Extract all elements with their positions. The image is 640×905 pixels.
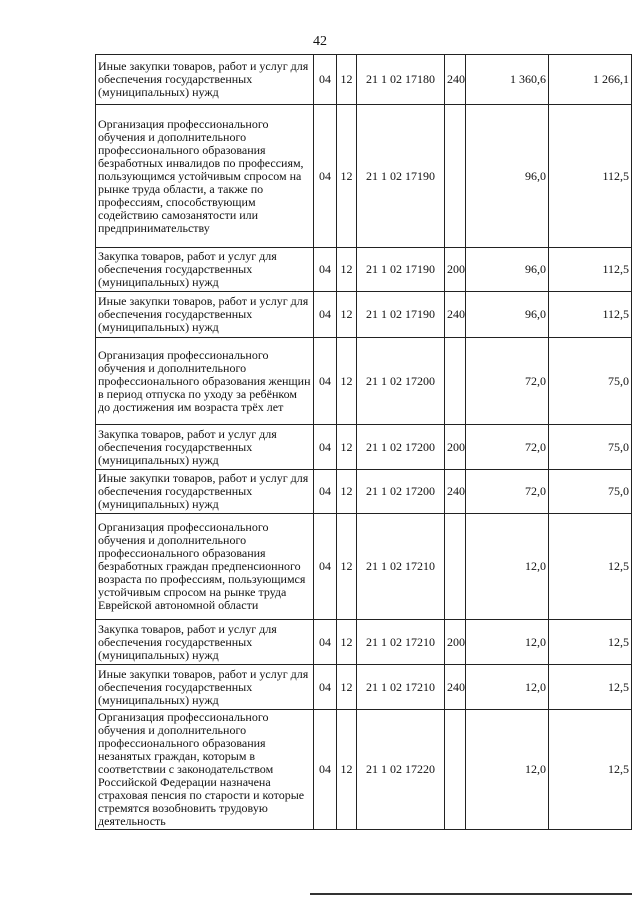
target-article-code: 21 1 02 17190 — [357, 248, 445, 292]
table-row — [96, 338, 632, 425]
target-article-code: 21 1 02 17200 — [357, 470, 445, 514]
subsection-code: 12 — [337, 710, 357, 830]
amount-year-2: 75,0 — [549, 338, 632, 425]
row-name: Организация профессионального обучения и дополнительного профессионального образования безработных инвалидов по профессиям, пользующимся устойчивым спросом на рынке труда области, а также по профессиям, способствующим содействию самозанятости или предпринимательству — [96, 105, 314, 248]
bottom-rule — [310, 893, 632, 895]
expense-type-code — [445, 338, 466, 425]
amount-year-1: 12,0 — [466, 710, 549, 830]
expense-type-code — [445, 105, 466, 248]
row-name: Иные закупки товаров, работ и услуг для обеспечения государственных (муниципальных) нужд — [96, 292, 314, 338]
expense-type-code: 200 — [445, 425, 466, 470]
target-article-code: 21 1 02 17190 — [357, 105, 445, 248]
amount-year-2: 12,5 — [549, 665, 632, 710]
amount-year-1: 12,0 — [466, 665, 549, 710]
subsection-code: 12 — [337, 338, 357, 425]
amount-year-1: 12,0 — [466, 514, 549, 620]
table-row — [96, 514, 632, 620]
table-row — [96, 55, 632, 105]
budget-table — [95, 54, 632, 830]
amount-year-1: 12,0 — [466, 620, 549, 665]
section-code: 04 — [314, 710, 337, 830]
target-article-code: 21 1 02 17210 — [357, 514, 445, 620]
amount-year-2: 12,5 — [549, 514, 632, 620]
table-row — [96, 425, 632, 470]
subsection-code: 12 — [337, 425, 357, 470]
expense-type-code: 200 — [445, 620, 466, 665]
amount-year-1: 72,0 — [466, 470, 549, 514]
target-article-code: 21 1 02 17200 — [357, 338, 445, 425]
amount-year-1: 96,0 — [466, 105, 549, 248]
subsection-code: 12 — [337, 248, 357, 292]
amount-year-1: 96,0 — [466, 248, 549, 292]
amount-year-1: 1 360,6 — [466, 55, 549, 105]
section-code: 04 — [314, 55, 337, 105]
table-row — [96, 620, 632, 665]
amount-year-2: 75,0 — [549, 470, 632, 514]
target-article-code: 21 1 02 17200 — [357, 425, 445, 470]
table-row — [96, 665, 632, 710]
row-name: Организация профессионального обучения и дополнительного профессионального образования женщин в период отпуска по уходу за ребёнком до достижения им возраста трёх лет — [96, 338, 314, 425]
subsection-code: 12 — [337, 105, 357, 248]
row-name: Организация профессионального обучения и дополнительного профессионального образования безработных граждан предпенсионного возраста по профессиям, пользующимся устойчивым спросом на рынке труда Еврейской автономной области — [96, 514, 314, 620]
table-row — [96, 292, 632, 338]
table-row — [96, 105, 632, 248]
subsection-code: 12 — [337, 55, 357, 105]
amount-year-1: 96,0 — [466, 292, 549, 338]
section-code: 04 — [314, 425, 337, 470]
table-row — [96, 248, 632, 292]
amount-year-1: 72,0 — [466, 338, 549, 425]
amount-year-2: 112,5 — [549, 292, 632, 338]
section-code: 04 — [314, 105, 337, 248]
target-article-code: 21 1 02 17210 — [357, 665, 445, 710]
expense-type-code — [445, 710, 466, 830]
row-name: Иные закупки товаров, работ и услуг для обеспечения государственных (муниципальных) нужд — [96, 665, 314, 710]
subsection-code: 12 — [337, 514, 357, 620]
expense-type-code: 240 — [445, 665, 466, 710]
row-name: Закупка товаров, работ и услуг для обеспечения государственных (муниципальных) нужд — [96, 620, 314, 665]
expense-type-code — [445, 514, 466, 620]
section-code: 04 — [314, 248, 337, 292]
amount-year-2: 75,0 — [549, 425, 632, 470]
expense-type-code: 200 — [445, 248, 466, 292]
subsection-code: 12 — [337, 292, 357, 338]
section-code: 04 — [314, 338, 337, 425]
amount-year-1: 72,0 — [466, 425, 549, 470]
target-article-code: 21 1 02 17220 — [357, 710, 445, 830]
target-article-code: 21 1 02 17180 — [357, 55, 445, 105]
page-number: 42 — [313, 34, 327, 49]
row-name: Организация профессионального обучения и дополнительного профессионального образования незанятых граждан, которым в соответствии с законодательством Российской Федерации назначена страховая пенсия по старости и которые стремятся возобновить трудовую деятельность — [96, 710, 314, 830]
subsection-code: 12 — [337, 470, 357, 514]
target-article-code: 21 1 02 17210 — [357, 620, 445, 665]
row-name: Иные закупки товаров, работ и услуг для обеспечения государственных (муниципальных) нужд — [96, 55, 314, 105]
subsection-code: 12 — [337, 665, 357, 710]
section-code: 04 — [314, 514, 337, 620]
amount-year-2: 1 266,1 — [549, 55, 632, 105]
amount-year-2: 112,5 — [549, 105, 632, 248]
section-code: 04 — [314, 470, 337, 514]
row-name: Закупка товаров, работ и услуг для обеспечения государственных (муниципальных) нужд — [96, 425, 314, 470]
section-code: 04 — [314, 292, 337, 338]
row-name: Закупка товаров, работ и услуг для обеспечения государственных (муниципальных) нужд — [96, 248, 314, 292]
table-row — [96, 710, 632, 830]
amount-year-2: 12,5 — [549, 710, 632, 830]
expense-type-code: 240 — [445, 55, 466, 105]
table-row — [96, 470, 632, 514]
expense-type-code: 240 — [445, 292, 466, 338]
expense-type-code: 240 — [445, 470, 466, 514]
row-name: Иные закупки товаров, работ и услуг для обеспечения государственных (муниципальных) нужд — [96, 470, 314, 514]
amount-year-2: 12,5 — [549, 620, 632, 665]
section-code: 04 — [314, 665, 337, 710]
amount-year-2: 112,5 — [549, 248, 632, 292]
subsection-code: 12 — [337, 620, 357, 665]
section-code: 04 — [314, 620, 337, 665]
target-article-code: 21 1 02 17190 — [357, 292, 445, 338]
